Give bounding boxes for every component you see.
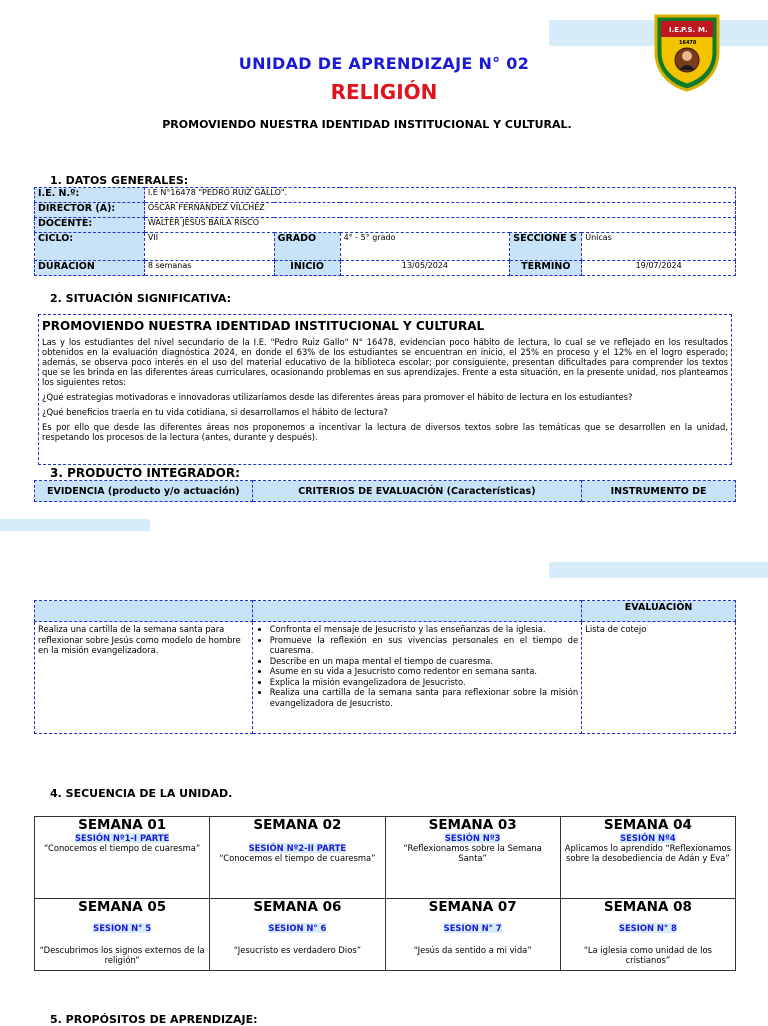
session-label: SESIÓN Nº2-II PARTE	[248, 843, 347, 853]
week-cell	[210, 817, 385, 899]
week-label: SEMANA 04	[603, 817, 692, 833]
criterios-header: CRITERIOS DE EVALUACIÓN (Características)	[252, 481, 581, 502]
session-label: SESION N° 8	[618, 923, 677, 933]
session-title: “Conocemos el tiempo de cuaresma”	[43, 843, 201, 853]
session-title: “Jesucristo es verdadero Dios”	[233, 945, 362, 955]
situacion-paragraph: Las y los estudiantes del nivel secundario de la I.E. "Pedro Ruiz Gallo" N° 16478, evidencian poco hábito de lectura, lo cual se ve reflejado en los resultados obtenidos en la evaluación diagnóstica 2024, en donde el 63% de los estudiantes se encuentran en inicio, el 25% en proceso y el 12% en el logro esperado; además, se observa poco interés en el uso del material educativo de la biblioteca escolar; por consiguiente, presentan dificultades para comprender los textos que se les brinda en las diferentes áreas curriculares, ocasionando problemas en sus aprendizajes. Frente a esta situación, en la presente unidad, nos planteamos los siguientes retos:	[42, 337, 728, 387]
evidencia-header-cont	[35, 601, 253, 622]
highlight-band	[549, 562, 768, 578]
ciclo-value: VII	[144, 233, 274, 261]
week-label: SEMANA 02	[253, 817, 342, 833]
week-cell	[35, 817, 210, 899]
logo-initials-right: M.	[698, 26, 708, 34]
criterios-header-cont	[252, 601, 581, 622]
session-label: SESIÓN Nº1-I PARTE	[74, 833, 170, 843]
criterio-item: • Realiza una cartilla de la semana santa para reflexionar sobre la misión evangelizadora de Jesucristo.	[270, 687, 578, 708]
producto-evaluacion-table	[34, 600, 736, 734]
evaluacion-header: EVALUACIÓN	[582, 601, 736, 622]
instrumento-header: INSTRUMENTO DE	[582, 481, 736, 502]
grado-value: 4° - 5° grado	[340, 233, 510, 261]
inicio-label: INICIO	[274, 261, 340, 276]
criterios-cell	[252, 622, 581, 734]
session-label: SESION N° 6	[268, 923, 327, 933]
logo-number: 16478	[679, 40, 697, 46]
criterio-item: • Asume en su vida a Jesucristo como redentor en semana santa.	[270, 666, 578, 677]
duracion-label: DURACION	[35, 261, 145, 276]
week-cell	[210, 899, 385, 971]
director-label: DIRECTOR (A):	[35, 203, 145, 218]
week-label: SEMANA 07	[428, 899, 517, 915]
criterio-item: • Describe en un mapa mental el tiempo de cuaresma.	[270, 656, 578, 667]
duracion-value: 8 semanas	[144, 261, 274, 276]
section-heading-situacion: 2. SITUACIÓN SIGNIFICATIVA:	[50, 292, 232, 305]
docente-label: DOCENTE:	[35, 218, 145, 233]
evidencia-cell: Realiza una cartilla de la semana santa para reflexionar sobre Jesús como modelo de hombre en la misión evangelizadora.	[35, 622, 253, 734]
situacion-closing: Es por ello que desde las diferentes áreas nos proponemos a incentivar la lectura de diversos textos sobre las temáticas que se desarrollen en la unidad, respetando los procesos de la lectura (antes, durante y después).	[42, 422, 728, 442]
session-title: “Conocemos el tiempo de cuaresma”	[219, 853, 376, 863]
ie-label: I.E. N.º:	[35, 188, 145, 203]
section-heading-propositos: 5. PROPÓSITOS DE APRENDIZAJE:	[50, 1013, 258, 1026]
situacion-box	[38, 314, 732, 465]
session-label: SESIÓN Nº4	[620, 833, 676, 843]
director-value: OSCAR FERNANDEZ VILCHEZ	[144, 203, 735, 218]
unit-subtitle: PROMOVIENDO NUESTRA IDENTIDAD INSTITUCIONAL Y CULTURAL.	[162, 118, 572, 131]
session-label: SESION N° 5	[93, 923, 152, 933]
secuencia-table	[34, 816, 736, 971]
ciclo-label: CICLO:	[35, 233, 145, 261]
subject-title: RELIGIÓN	[330, 80, 438, 104]
section-heading-producto: 3. PRODUCTO INTEGRADOR:	[50, 466, 240, 480]
inicio-value: 13/05/2024	[340, 261, 510, 276]
session-title: Aplicamos lo aprendido “Reflexionamos sobre la desobediencia de Adán y Eva”	[564, 843, 731, 863]
session-title: “Jesús da sentido a mi vida”	[413, 945, 532, 955]
docente-value: WALTER JESÚS BAILA RISCO	[144, 218, 735, 233]
session-title: “Reflexionamos sobre la Semana Santa”	[403, 843, 542, 863]
section-heading-datos: 1. DATOS GENERALES:	[50, 174, 189, 187]
week-label: SEMANA 01	[78, 817, 167, 833]
datos-generales-table	[34, 187, 736, 276]
week-label: SEMANA 06	[253, 899, 342, 915]
situacion-question-1: ¿Qué estrategias motivadoras e innovadoras utilizaríamos desde las diferentes áreas para promover el hábito de lectura en los estudiantes?	[42, 392, 633, 402]
logo-initials-mid: P.S.	[681, 26, 696, 34]
section-heading-secuencia: 4. SECUENCIA DE LA UNIDAD.	[50, 787, 233, 800]
criterio-item: • Promueve la reflexión en sus vivencias personales en el tiempo de cuaresma.	[270, 635, 578, 656]
criterio-item: • Explica la misión evangelizadora de Jesucristo.	[270, 677, 578, 688]
unit-title: UNIDAD DE APRENDIZAJE N° 02	[238, 54, 530, 73]
week-label: SEMANA 05	[78, 899, 167, 915]
week-cell	[385, 899, 560, 971]
evidencia-header: EVIDENCIA (producto y/o actuación)	[35, 481, 253, 502]
session-title: “Descubrimos los signos externos de la religión”	[39, 945, 205, 965]
secciones-label: SECCIONE S	[510, 233, 582, 261]
termino-value: 19/07/2024	[582, 261, 736, 276]
situacion-title: PROMOVIENDO NUESTRA IDENTIDAD INSTITUCIONAL Y CULTURAL	[42, 319, 485, 333]
ie-value: I.E N°16478 "PEDRO RUIZ GALLO".	[144, 188, 735, 203]
producto-header-table	[34, 480, 736, 502]
week-cell	[560, 899, 735, 971]
instrumento-cell: Lista de cotejo	[582, 622, 736, 734]
termino-label: TERMINO	[510, 261, 582, 276]
session-title: “La iglesia como unidad de los cristianos”	[583, 945, 712, 965]
session-label: SESIÓN Nº3	[444, 833, 501, 843]
week-cell	[385, 817, 560, 899]
situacion-question-2: ¿Qué beneficios traería en tu vida cotidiana, si desarrollamos el hábito de lectura?	[42, 407, 388, 417]
week-label: SEMANA 08	[603, 899, 692, 915]
secciones-value: Únicas	[582, 233, 736, 261]
criterios-list	[256, 624, 578, 708]
week-cell	[560, 817, 735, 899]
logo-initials-left: I.E.	[669, 26, 682, 34]
session-label: SESION N° 7	[443, 923, 502, 933]
grado-label: GRADO	[274, 233, 340, 261]
week-cell	[35, 899, 210, 971]
week-label: SEMANA 03	[428, 817, 517, 833]
highlight-band	[0, 519, 150, 531]
criterio-item: • Confronta el mensaje de Jesucristo y las enseñanzas de la iglesia.	[270, 624, 578, 635]
